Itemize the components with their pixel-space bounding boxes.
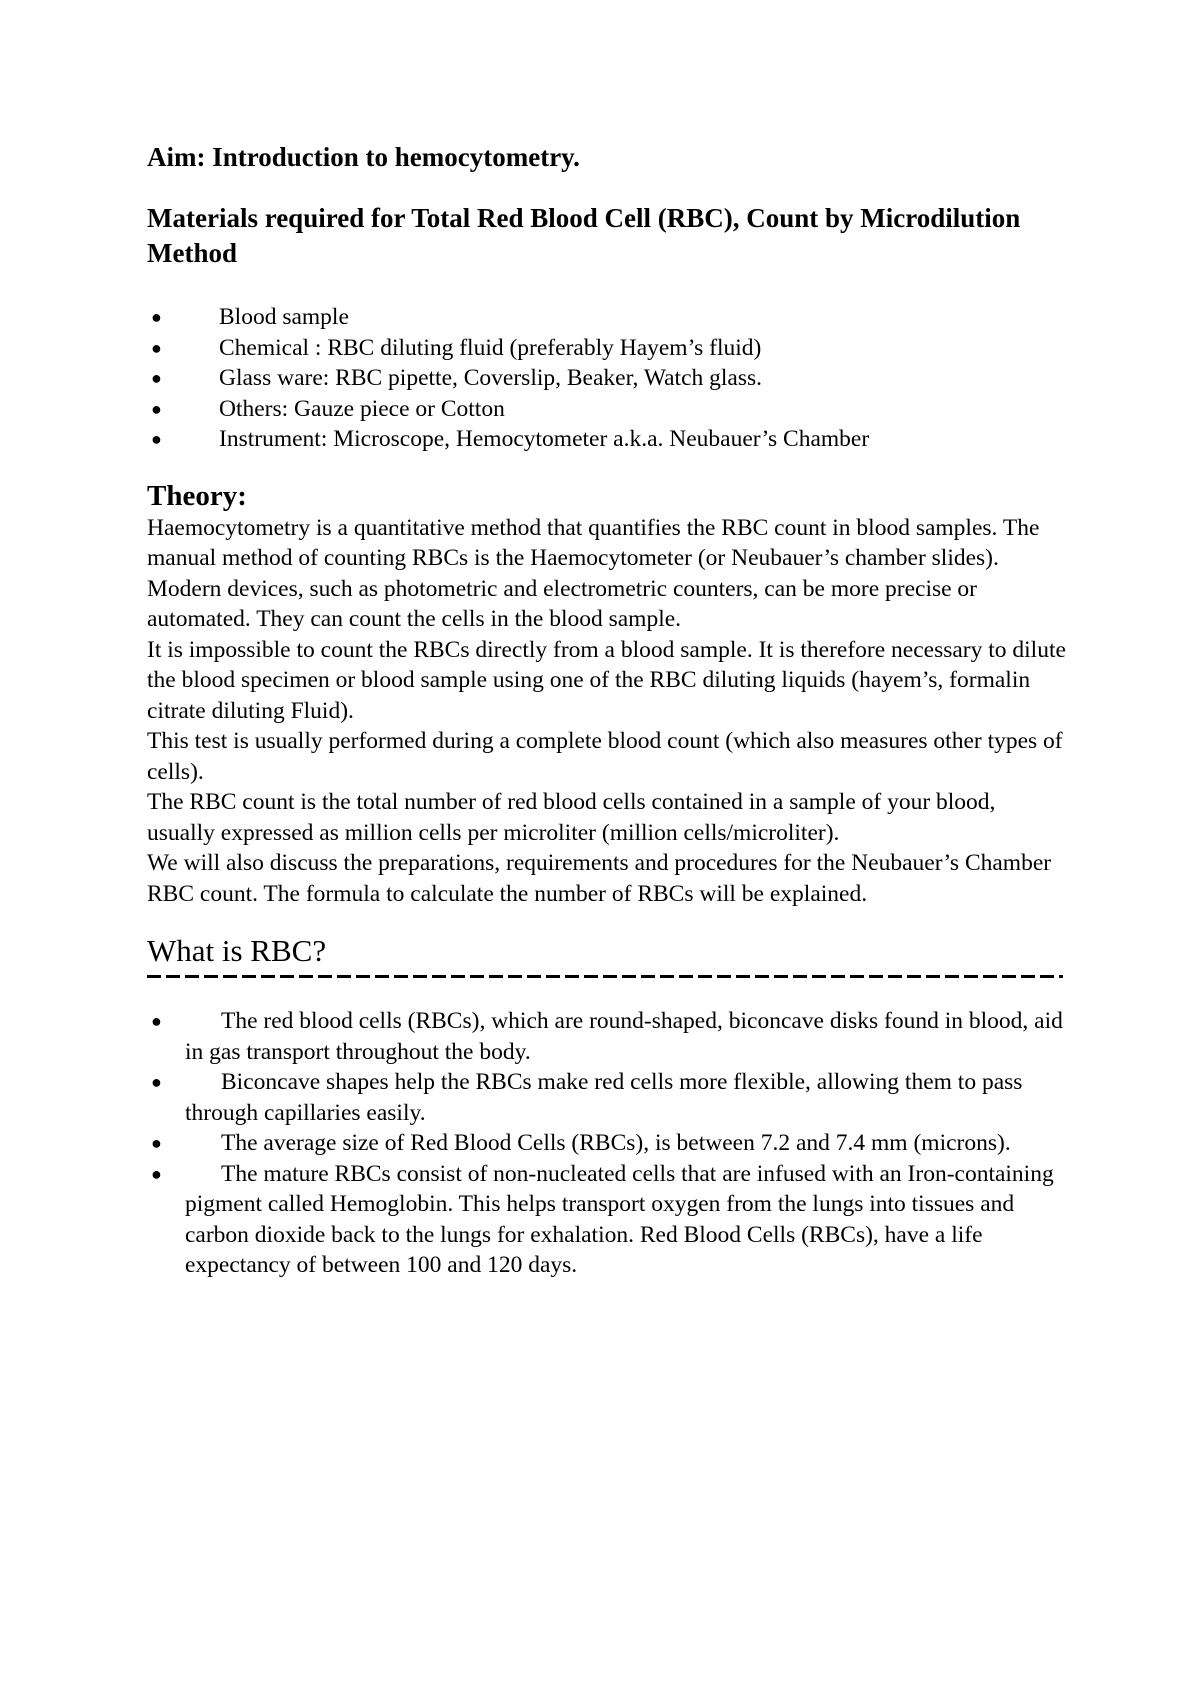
rbc-facts-list	[147, 1006, 1067, 1281]
theory-paragraph: The RBC count is the total number of red blood cells contained in a sample of your blood, usually expressed as million cells per microliter (million cells/microliter).	[147, 789, 996, 846]
list-item-text: Blood sample	[219, 304, 349, 330]
list-item-text: The average size of Red Blood Cells (RBCs), is between 7.2 and 7.4 mm (microns).	[221, 1130, 1011, 1156]
list-item	[147, 394, 1067, 425]
list-item	[147, 363, 1067, 394]
list-item	[147, 1159, 1067, 1281]
bullet-icon: ●	[151, 1163, 162, 1184]
theory-paragraph: It is impossible to count the RBCs directly from a blood sample. It is therefore necessary to dilute the blood specimen or blood sample using one of the RBC diluting liquids (hayem’s, formalin citrate diluting Fluid).	[147, 636, 1066, 724]
bullet-icon: ●	[151, 1133, 162, 1153]
list-item	[147, 424, 1067, 455]
bullet-icon: ●	[151, 337, 162, 358]
theory-paragraph: This test is usually performed during a complete blood count (which also measures other types of cells).	[147, 728, 1063, 785]
list-item	[147, 1128, 1067, 1159]
list-item-text: Chemical : RBC diluting fluid (preferably Hayem’s fluid)	[219, 334, 762, 361]
theory-paragraph: Modern devices, such as photometric and electrometric counters, can be more precise or automated. They can count the cells in the blood sample.	[147, 575, 978, 632]
bullet-icon: ●	[151, 1072, 162, 1092]
materials-list	[147, 302, 1067, 455]
bullet-icon: ●	[151, 368, 162, 388]
theory-paragraph: We will also discuss the preparations, requirements and procedures for the Neubauer’s Chamber RBC count. The formula to calculate the number of RBCs will be explained.	[147, 850, 1052, 907]
bullet-icon: ●	[151, 398, 162, 419]
list-item-text: The red blood cells (RBCs), which are round-shaped, biconcave disks found in blood, aid in gas transport throughout the body.	[185, 1008, 1063, 1065]
what-is-rbc-heading: What is RBC?	[147, 933, 327, 968]
bullet-icon: ●	[151, 1011, 162, 1031]
aim-heading: Aim: Introduction to hemocytometry.	[147, 142, 580, 172]
list-item-text: Glass ware: RBC pipette, Coverslip, Beaker, Watch glass.	[219, 365, 763, 391]
list-item	[147, 1067, 1067, 1128]
theory-heading: Theory:	[147, 479, 247, 512]
bullet-icon: ●	[151, 307, 162, 327]
list-item-text: The mature RBCs consist of non-nucleated cells that are infused with an Iron-containing pigment called Hemoglobin. This helps transport oxygen from the lungs into tissues and carbon dioxide back to the lungs for exhalation. Red Blood Cells (RBCs), have a life expectancy of between 100 and 120 days.	[185, 1160, 1054, 1278]
document-page	[147, 140, 1067, 1281]
list-item	[147, 333, 1067, 364]
list-item	[147, 302, 1067, 333]
bullet-icon: ●	[151, 429, 162, 449]
list-item	[147, 1006, 1067, 1067]
materials-heading: Materials required for Total Red Blood Cell (RBC), Count by Microdilution Method	[147, 203, 1021, 268]
list-item-text: Biconcave shapes help the RBCs make red cells more flexible, allowing them to pass through capillaries easily.	[185, 1069, 1023, 1126]
list-item-text: Others: Gauze piece or Cotton	[219, 395, 505, 422]
dashed-divider	[147, 975, 1063, 978]
theory-paragraph: Haemocytometry is a quantitative method that quantifies the RBC count in blood samples. The manual method of counting RBCs is the Haemocytometer (or Neubauer’s chamber slides).	[147, 514, 1040, 571]
list-item-text: Instrument: Microscope, Hemocytometer a.k.a. Neubauer’s Chamber	[219, 426, 870, 452]
